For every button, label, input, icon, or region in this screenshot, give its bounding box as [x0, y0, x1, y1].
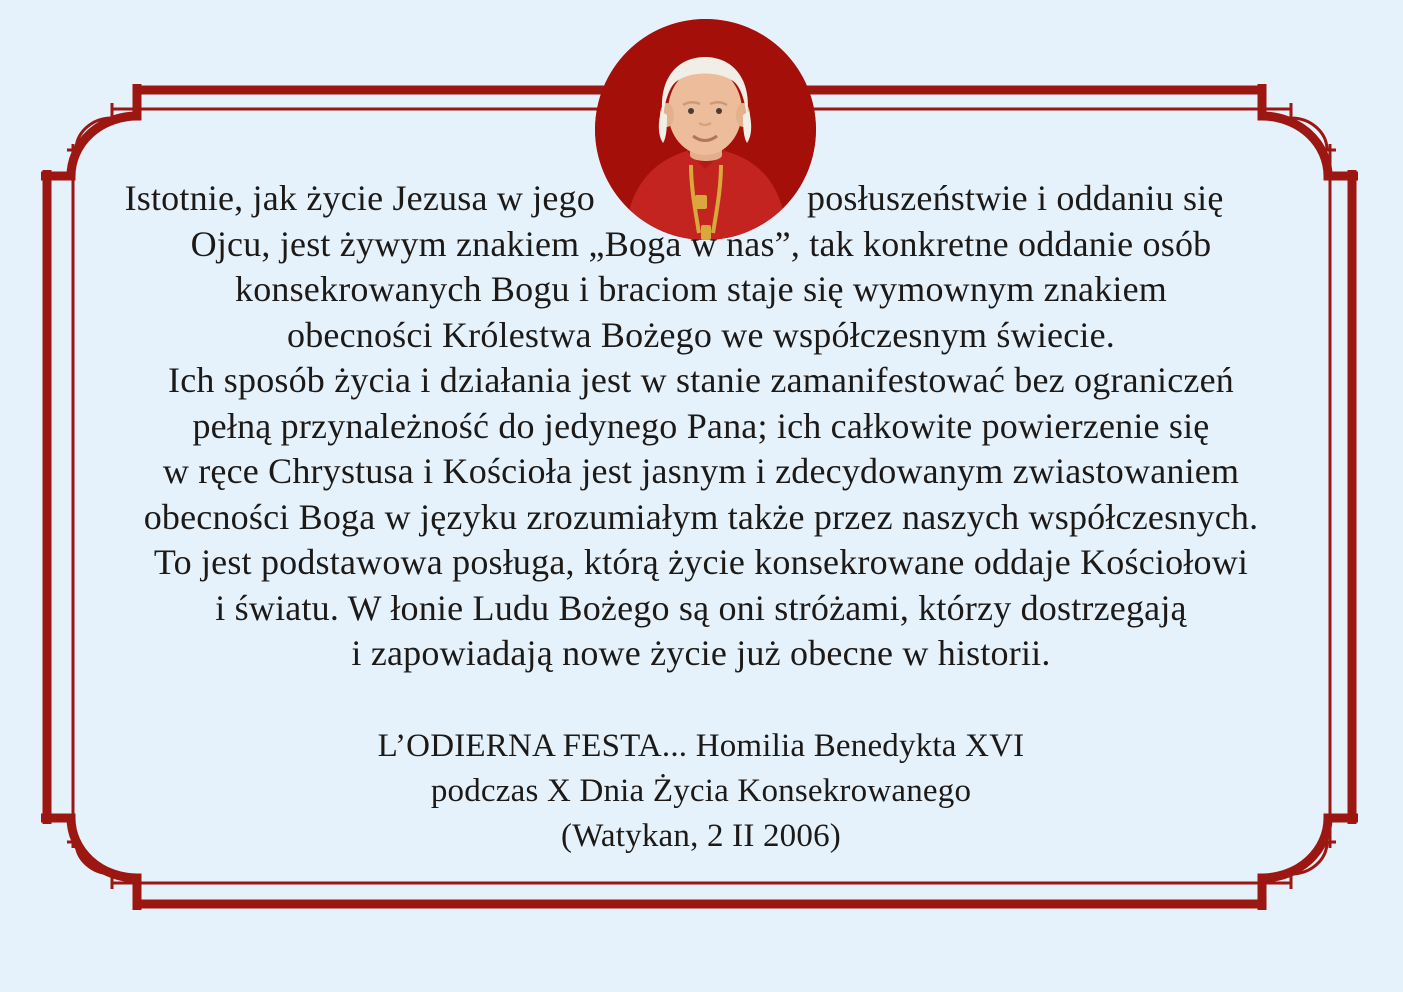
quote-line: i światu. W łonie Ludu Bożego są oni stróżami, którzy dostrzegają — [215, 587, 1187, 628]
quote-line: To jest podstawowa posługa, którą życie konsekrowane oddaje Kościołowi — [153, 542, 1249, 582]
quote-line: konsekrowanych Bogu i braciom staje się wymownym znakiem — [235, 269, 1167, 309]
quote-line-1-left: Istotnie, jak życie Jezusa w jego — [124, 178, 595, 218]
attribution-line-3: (Watykan, 2 II 2006) — [561, 817, 841, 854]
quote-line-1 — [66, 176, 1336, 222]
quote-line: w ręce Chrystusa i Kościoła jest jasnym i zdecydowanym zwiastowaniem — [162, 451, 1240, 491]
quote-text-block — [66, 176, 1336, 859]
quote-line-1-right: posłuszeństwie i oddaniu się — [807, 178, 1224, 218]
quote-line: Ich sposób życia i działania jest w stanie zamanifestować bez ograniczeń — [168, 360, 1234, 400]
quote-line: Ojcu, jest żywym znakiem „Boga w nas”, tak konkretne oddanie osób — [190, 223, 1212, 264]
attribution-line-2: podczas X Dnia Życia Konsekrowanego — [430, 772, 972, 809]
quote-line: i zapowiadają nowe życie już obecne w historii. — [351, 633, 1051, 673]
quote-line: pełną przynależność do jedynego Pana; ich całkowite powierzenie się — [192, 405, 1210, 446]
attribution-line-1: L’ODIERNA FESTA... Homilia Benedykta XVI — [377, 727, 1025, 764]
quote-line-1-gap — [595, 176, 807, 222]
quote-attribution-spacer — [66, 677, 1336, 724]
quote-line: obecności Królestwa Bożego we współczesnym świecie. — [287, 314, 1115, 355]
quote-line: obecności Boga w języku zrozumiałym także przez naszych współczesnych. — [143, 496, 1259, 537]
